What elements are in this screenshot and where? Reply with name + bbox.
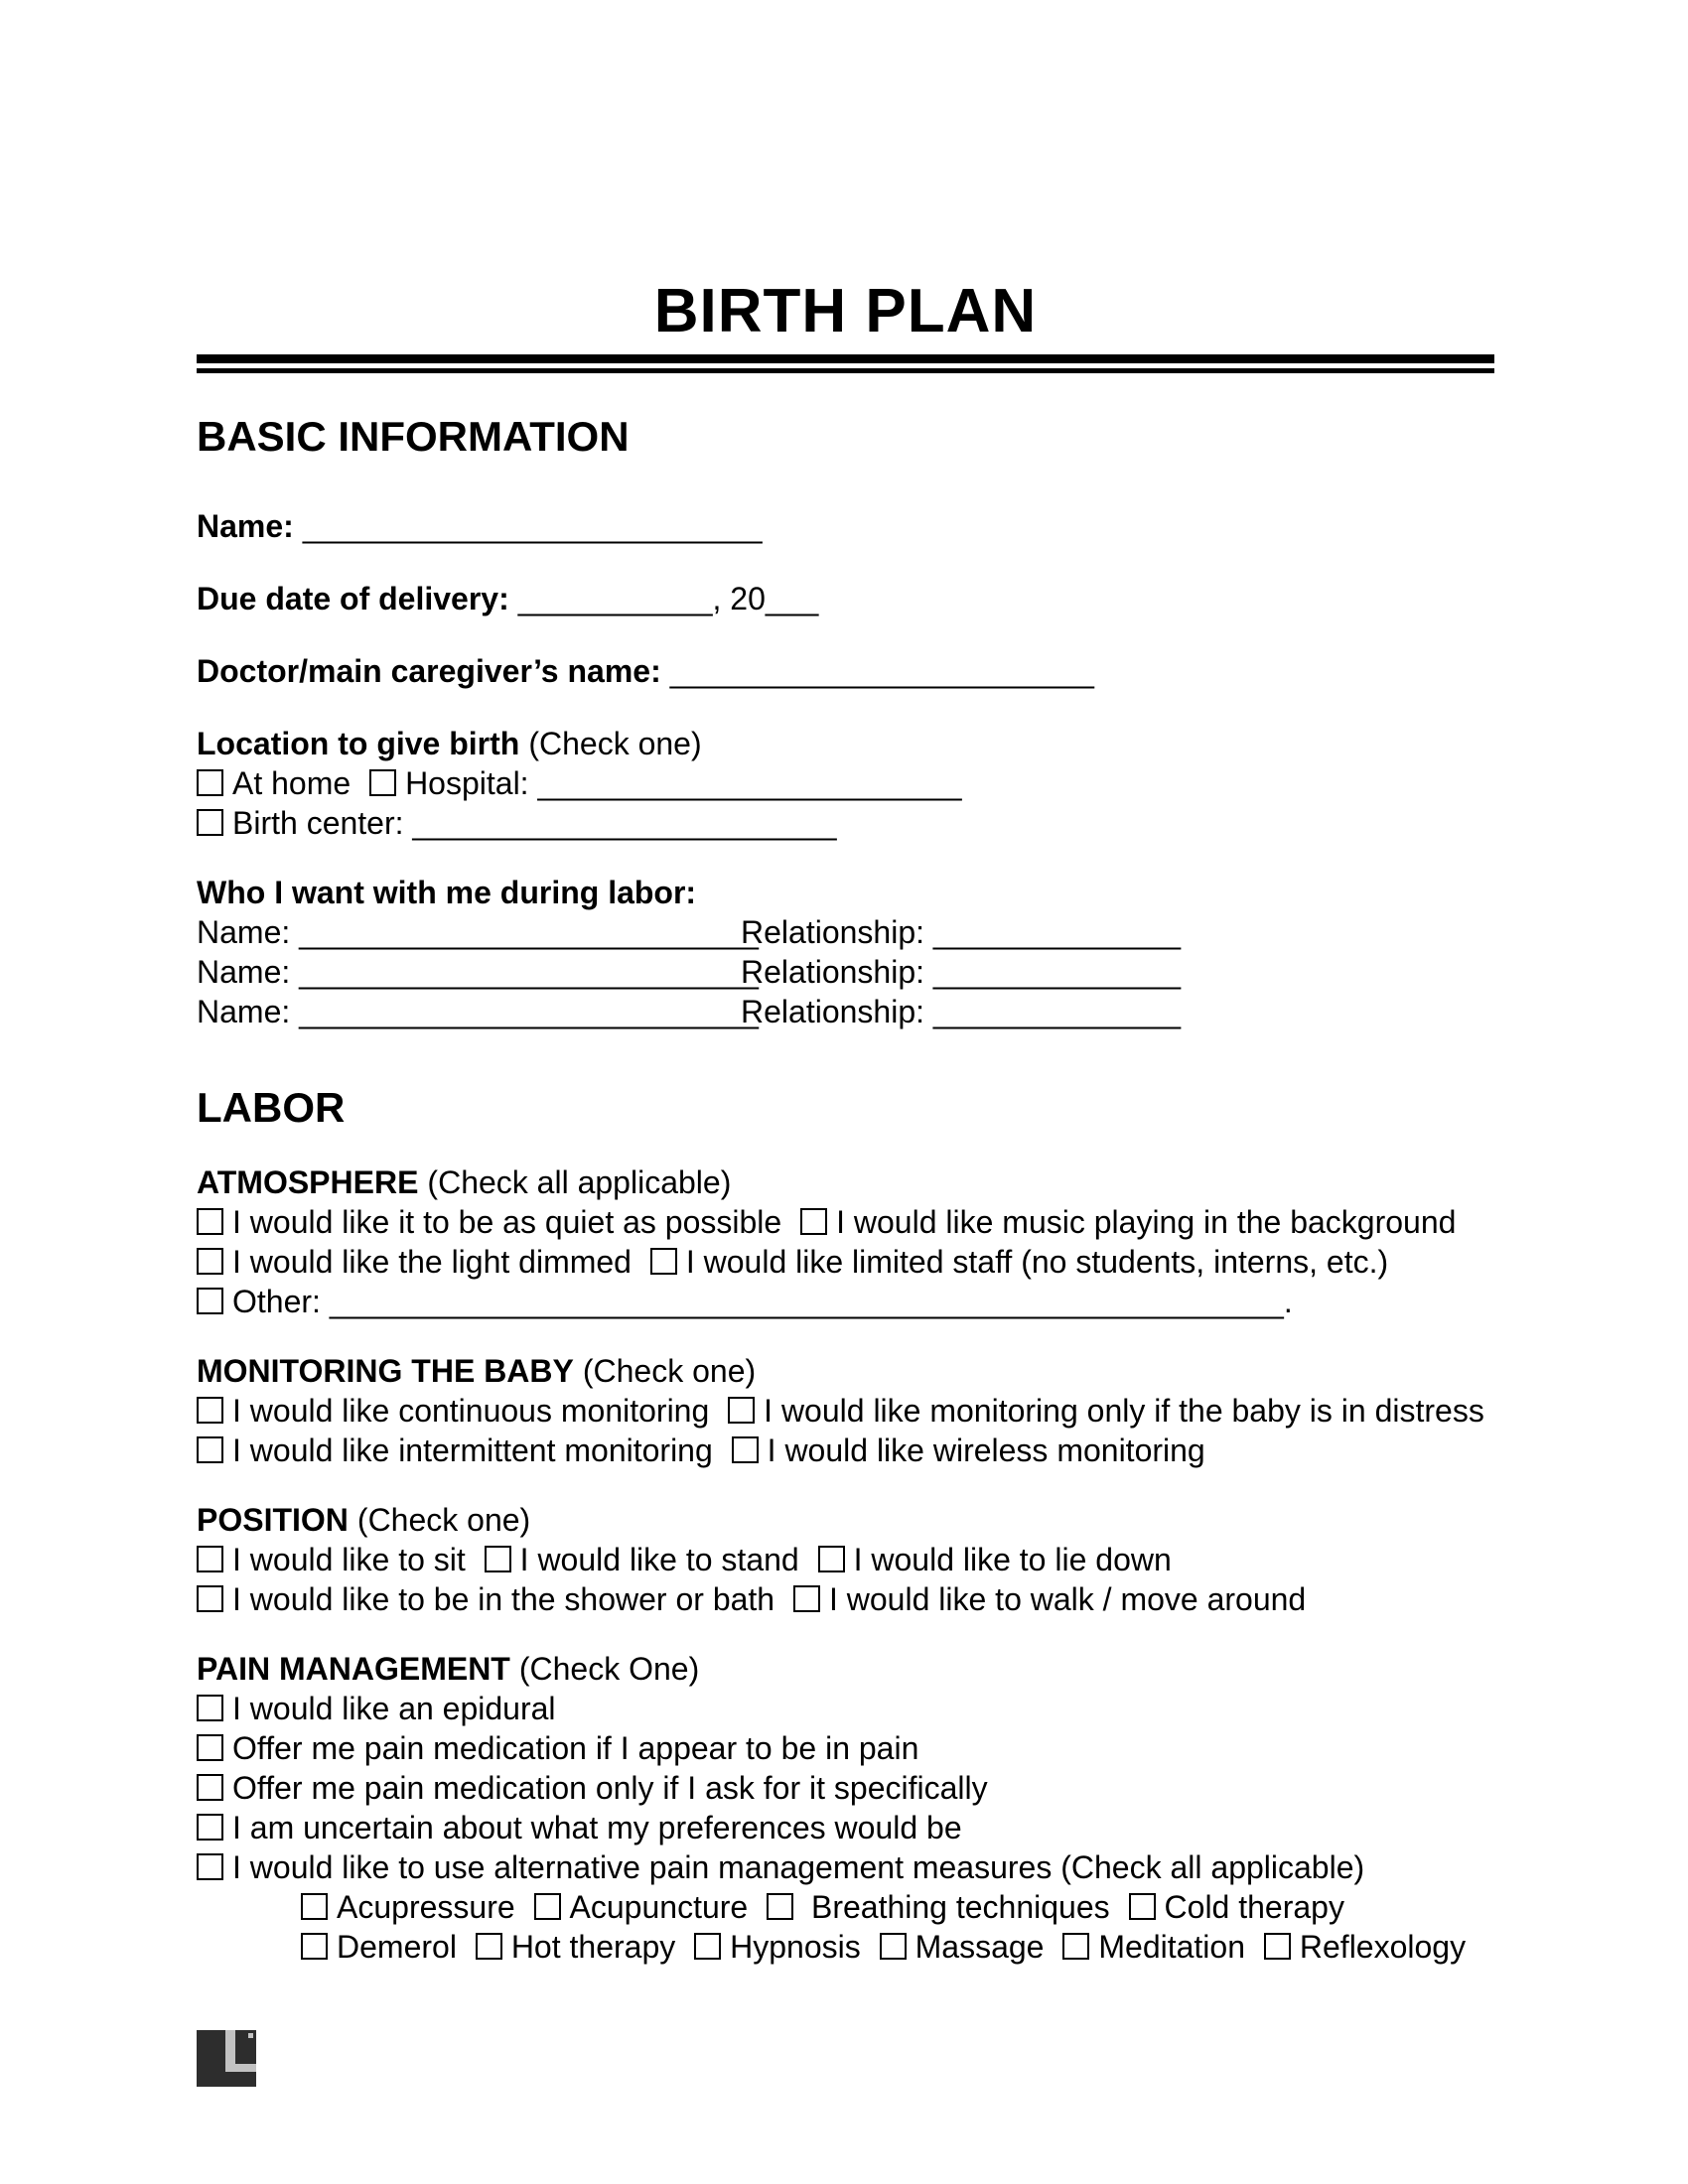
companion-relationship-blank[interactable]: Relationship: ______________	[741, 994, 1182, 1029]
checkbox-icon[interactable]	[650, 1248, 677, 1275]
pain-row-offer-if-asked	[197, 1768, 1494, 1808]
option-label: I would like to walk / move around	[828, 1581, 1307, 1617]
checkbox-icon[interactable]	[369, 769, 396, 796]
position-title: POSITION	[197, 1502, 349, 1538]
checkbox-icon[interactable]	[197, 1734, 223, 1761]
option-label: I would like to use alternative pain management measures (Check all applicable)	[232, 1849, 1365, 1885]
option-label: I would like music playing in the background	[836, 1204, 1457, 1240]
checkbox-option-breathing-techniques[interactable]	[767, 1889, 1110, 1925]
checkbox-option-epidural[interactable]	[197, 1691, 556, 1726]
checkbox-icon[interactable]	[476, 1933, 502, 1960]
option-label: Birth center: ________________________	[232, 805, 837, 841]
option-label: At home	[232, 765, 352, 801]
checkbox-icon[interactable]	[728, 1397, 755, 1424]
checkbox-icon[interactable]	[197, 1397, 223, 1424]
checkbox-option-at-home[interactable]	[197, 765, 351, 801]
option-label: I would like to stand	[519, 1542, 799, 1577]
pain-row-uncertain	[197, 1808, 1494, 1847]
option-label: Demerol	[337, 1929, 457, 1965]
field-row-name	[197, 506, 1494, 546]
location-hint: (Check one)	[528, 726, 702, 761]
location-heading	[197, 724, 1494, 763]
checkbox-icon[interactable]	[197, 1774, 223, 1801]
checkbox-option-reflexology[interactable]	[1264, 1929, 1466, 1965]
checkbox-option-sit[interactable]	[197, 1542, 466, 1577]
pain-row-offer-if-in-pain	[197, 1728, 1494, 1768]
document-content	[197, 0, 1494, 1967]
checkbox-icon[interactable]	[694, 1933, 721, 1960]
checkbox-icon[interactable]	[197, 1288, 223, 1314]
due-date-label: Due date of delivery:	[197, 581, 509, 616]
companion-row	[197, 992, 1494, 1031]
checkbox-icon[interactable]	[197, 1585, 223, 1612]
checkbox-icon[interactable]	[301, 1933, 328, 1960]
option-label: I would like an epidural	[232, 1691, 556, 1726]
atmosphere-heading	[197, 1162, 1494, 1202]
monitoring-row-1	[197, 1391, 1494, 1431]
companion-row	[197, 952, 1494, 992]
atmosphere-title: ATMOSPHERE	[197, 1164, 419, 1200]
pain-management-title: PAIN MANAGEMENT	[197, 1651, 510, 1687]
doctor-label: Doctor/main caregiver’s name:	[197, 653, 661, 689]
atmosphere-row-1	[197, 1202, 1494, 1242]
monitoring-heading	[197, 1351, 1494, 1391]
option-label: Meditation	[1098, 1929, 1245, 1965]
companion-name-blank[interactable]: Name: __________________________	[197, 954, 759, 990]
checkbox-icon[interactable]	[301, 1893, 328, 1920]
companions-heading: Who I want with me during labor:	[197, 875, 697, 910]
companion-name-blank[interactable]: Name: __________________________	[197, 994, 759, 1029]
checkbox-option-birth-center[interactable]	[197, 805, 837, 841]
checkbox-option-quiet[interactable]	[197, 1204, 781, 1240]
checkbox-option-stand[interactable]	[485, 1542, 799, 1577]
checkbox-icon[interactable]	[800, 1208, 827, 1235]
checkbox-icon[interactable]	[732, 1436, 759, 1463]
checkbox-option-distress-only[interactable]	[728, 1393, 1484, 1429]
option-label: I would like to lie down	[853, 1542, 1172, 1577]
checkbox-option-offer-if-asked[interactable]	[197, 1770, 988, 1806]
option-label: I would like the light dimmed	[232, 1244, 632, 1280]
checkbox-icon[interactable]	[197, 1208, 223, 1235]
companion-row	[197, 912, 1494, 952]
option-label: Hospital: ________________________	[405, 765, 962, 801]
atmosphere-hint: (Check all applicable)	[427, 1164, 732, 1200]
name-blank[interactable]: __________________________	[302, 508, 763, 544]
name-label: Name:	[197, 508, 294, 544]
checkbox-icon[interactable]	[1264, 1933, 1291, 1960]
pain-alt-row-1	[301, 1887, 1494, 1927]
checkbox-icon[interactable]	[534, 1893, 561, 1920]
option-label: Hot therapy	[510, 1929, 676, 1965]
option-label: Breathing techniques	[802, 1889, 1110, 1925]
section-heading-basic-information: BASIC INFORMATION	[197, 413, 630, 460]
option-label: Offer me pain medication only if I ask for it specifically	[232, 1770, 988, 1806]
monitoring-row-2	[197, 1431, 1494, 1470]
atmosphere-row-2	[197, 1242, 1494, 1282]
checkbox-option-uncertain[interactable]	[197, 1810, 962, 1845]
checkbox-icon[interactable]	[197, 809, 223, 836]
option-label: Offer me pain medication if I appear to be in pain	[232, 1730, 919, 1766]
companion-relationship-blank[interactable]: Relationship: ______________	[741, 954, 1182, 990]
due-date-blank[interactable]: ___________, 20___	[517, 581, 819, 616]
checkbox-option-hypnosis[interactable]	[694, 1929, 861, 1965]
option-label: Cold therapy	[1164, 1889, 1344, 1925]
checkbox-option-meditation[interactable]	[1062, 1929, 1245, 1965]
pain-row-alternative	[197, 1847, 1494, 1887]
location-row-2	[197, 803, 1494, 843]
checkbox-option-other[interactable]	[197, 1284, 1293, 1319]
checkbox-option-cold-therapy[interactable]	[1129, 1889, 1344, 1925]
title-divider	[197, 354, 1494, 373]
checkbox-option-offer-if-in-pain[interactable]	[197, 1730, 918, 1766]
checkbox-icon[interactable]	[818, 1546, 845, 1572]
checkbox-icon[interactable]	[197, 1248, 223, 1275]
pain-management-heading	[197, 1649, 1494, 1689]
option-label: I would like continuous monitoring	[232, 1393, 710, 1429]
option-label: Acupuncture	[569, 1889, 749, 1925]
checkbox-option-walk-move[interactable]	[793, 1581, 1306, 1617]
checkbox-option-shower-bath[interactable]	[197, 1581, 774, 1617]
monitoring-hint: (Check one)	[582, 1353, 757, 1389]
option-label: I would like to be in the shower or bath	[232, 1581, 775, 1617]
position-row-1	[197, 1540, 1494, 1579]
position-heading	[197, 1500, 1494, 1540]
option-label: I would like monitoring only if the baby is in distress	[764, 1393, 1484, 1429]
field-row-due-date	[197, 579, 1494, 618]
option-label: Reflexology	[1299, 1929, 1467, 1965]
location-row-1	[197, 763, 1494, 803]
checkbox-icon[interactable]	[880, 1933, 907, 1960]
location-label: Location to give birth	[197, 726, 520, 761]
checkbox-option-lie-down[interactable]	[818, 1542, 1172, 1577]
checkbox-option-wireless[interactable]	[732, 1433, 1205, 1468]
checkbox-icon[interactable]	[1062, 1933, 1089, 1960]
option-label: I would like intermittent monitoring	[232, 1433, 713, 1468]
option-label: I would like wireless monitoring	[767, 1433, 1205, 1468]
checkbox-option-intermittent[interactable]	[197, 1433, 713, 1468]
checkbox-option-limited-staff[interactable]	[650, 1244, 1388, 1280]
checkbox-option-demerol[interactable]	[301, 1929, 457, 1965]
checkbox-option-hospital[interactable]	[369, 765, 962, 801]
option-label: I would like limited staff (no students, interns, etc.)	[685, 1244, 1389, 1280]
option-label: I would like to sit	[232, 1542, 466, 1577]
checkbox-option-continuous[interactable]	[197, 1393, 709, 1429]
doctor-blank[interactable]: ________________________	[669, 653, 1094, 689]
option-label: I would like it to be as quiet as possible	[232, 1204, 782, 1240]
pain-alt-row-2	[301, 1927, 1494, 1967]
checkbox-icon[interactable]	[197, 1546, 223, 1572]
checkbox-icon[interactable]	[1129, 1893, 1156, 1920]
checkbox-icon[interactable]	[485, 1546, 511, 1572]
section-heading-labor: LABOR	[197, 1084, 346, 1131]
position-hint: (Check one)	[356, 1502, 531, 1538]
position-row-2	[197, 1579, 1494, 1619]
checkbox-option-alternative-measures[interactable]	[197, 1849, 1364, 1885]
checkbox-option-music[interactable]	[800, 1204, 1456, 1240]
option-label: Massage	[914, 1929, 1045, 1965]
option-label: Other: ______________________________________________________.	[232, 1284, 1293, 1319]
atmosphere-row-3	[197, 1282, 1494, 1321]
pain-management-hint: (Check One)	[518, 1651, 700, 1687]
monitoring-title: MONITORING THE BABY	[197, 1353, 574, 1389]
checkbox-option-hot-therapy[interactable]	[476, 1929, 675, 1965]
checkbox-icon[interactable]	[197, 1436, 223, 1463]
pain-row-epidural	[197, 1689, 1494, 1728]
checkbox-icon[interactable]	[197, 1814, 223, 1841]
companion-name-blank[interactable]: Name: __________________________	[197, 914, 759, 950]
checkbox-option-acupuncture[interactable]	[534, 1889, 749, 1925]
page-title: BIRTH PLAN	[653, 277, 1038, 345]
checkbox-option-light-dimmed[interactable]	[197, 1244, 632, 1280]
checkbox-icon[interactable]	[767, 1893, 793, 1920]
checkbox-option-acupressure[interactable]	[301, 1889, 515, 1925]
checkbox-icon[interactable]	[793, 1585, 820, 1612]
option-label: Acupressure	[337, 1889, 515, 1925]
option-label: I am uncertain about what my preferences would be	[232, 1810, 962, 1845]
checkbox-icon[interactable]	[197, 1695, 223, 1721]
option-label: Hypnosis	[730, 1929, 861, 1965]
field-row-doctor	[197, 651, 1494, 691]
checkbox-icon[interactable]	[197, 769, 223, 796]
checkbox-icon[interactable]	[197, 1853, 223, 1880]
checkbox-option-massage[interactable]	[880, 1929, 1045, 1965]
legal-templates-logo-icon	[197, 2030, 256, 2087]
companion-relationship-blank[interactable]: Relationship: ______________	[741, 914, 1182, 950]
